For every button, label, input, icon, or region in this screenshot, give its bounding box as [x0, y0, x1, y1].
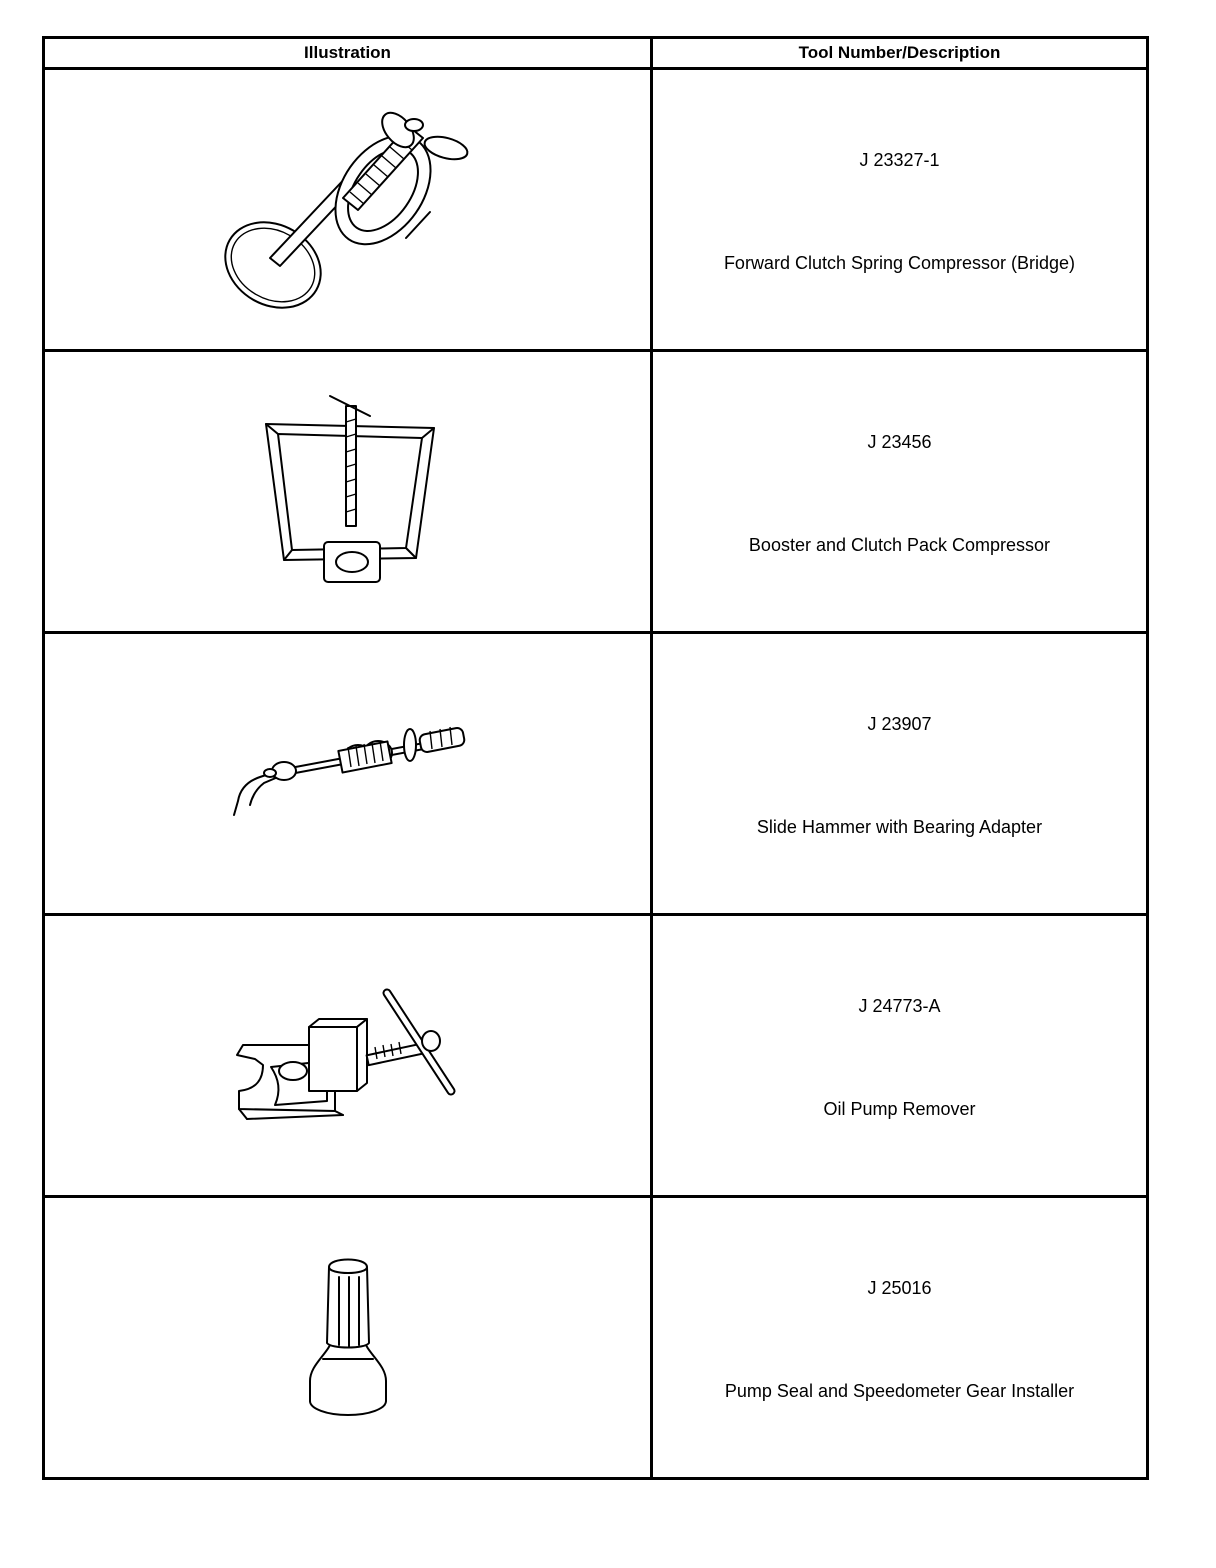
- table-row: [44, 69, 1148, 351]
- illustration-cell: [44, 1197, 652, 1479]
- illustration-header: Illustration: [44, 38, 652, 69]
- description-cell: [652, 69, 1148, 351]
- seal-installer-icon: [293, 1253, 403, 1423]
- slide-hammer-icon: [218, 719, 478, 829]
- table-row: [44, 633, 1148, 915]
- tool-description: Booster and Clutch Pack Compressor: [748, 535, 1051, 555]
- description-cell: [652, 915, 1148, 1197]
- spring-compressor-icon: [218, 90, 478, 330]
- tool-description: Oil Pump Remover: [823, 1099, 976, 1119]
- description-cell: [652, 351, 1148, 633]
- table-row: [44, 915, 1148, 1197]
- oil-pump-remover-icon: [223, 981, 473, 1131]
- illustration-cell: [44, 915, 652, 1197]
- illustration-cell: [44, 69, 652, 351]
- description-cell: [652, 633, 1148, 915]
- tool-description: Pump Seal and Speedometer Gear Installer: [724, 1381, 1075, 1401]
- tool-number: J 23907: [867, 714, 932, 734]
- illustration-cell: [44, 633, 652, 915]
- clutch-pack-compressor-icon: [248, 392, 448, 592]
- special-tools-table: [42, 36, 1149, 1480]
- tool-number: J 24773-A: [858, 996, 941, 1016]
- tool-number: J 23456: [867, 432, 932, 452]
- table-row: [44, 1197, 1148, 1479]
- tool-description: Forward Clutch Spring Compressor (Bridge): [723, 253, 1076, 273]
- tool-description: Slide Hammer with Bearing Adapter: [756, 817, 1043, 837]
- description-cell: [652, 1197, 1148, 1479]
- tool-number: J 25016: [867, 1278, 932, 1298]
- header-row: [44, 38, 1148, 69]
- tool-number: J 23327-1: [859, 150, 940, 170]
- table-row: [44, 351, 1148, 633]
- illustration-cell: [44, 351, 652, 633]
- tool-header: Tool Number/Description: [652, 38, 1148, 69]
